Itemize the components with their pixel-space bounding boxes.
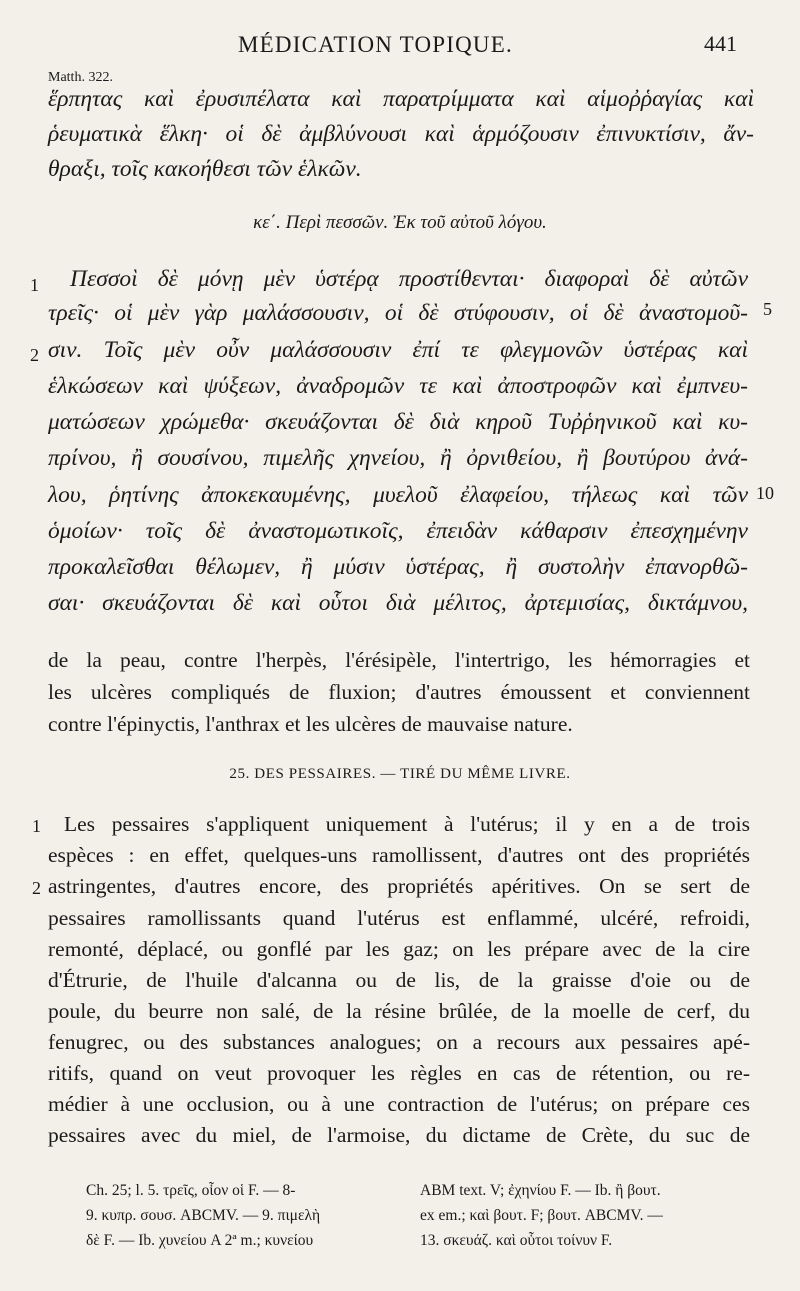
french-line: les ulcères compliqués de fluxion; d'autres émoussent et conviennent bbox=[48, 680, 750, 704]
french-line: médier à une occlusion, ou à une contraction de l'utérus; on prépare ces bbox=[48, 1092, 750, 1116]
greek-line: ὁμοίων· τοῖς δὲ ἀναστομωτικοῖς, ἐπειδὰν κάθαρσιν ἐπεσχημένην bbox=[48, 518, 748, 544]
running-head bbox=[0, 30, 800, 64]
apparatus-line: 13. σκευάζ. καὶ οὗτοι τοίνυν F. bbox=[420, 1232, 613, 1249]
greek-line: πρίνου, ἢ σουσίνου, πιμελῆς χηνείου, ἢ ὀρνιθείου, ἢ βουτύρου ἀνά- bbox=[48, 445, 748, 471]
apparatus-line: δὲ F. — Ib. χυνείου A 2ª m.; κυνείου bbox=[86, 1232, 314, 1249]
french-line: pessaires avec du miel, de l'armoise, du dictame de Crète, du suc de bbox=[48, 1123, 750, 1147]
greek-line: σιν. Τοῖς μὲν οὖν μαλάσσουσιν ἐπί τε φλεγμονῶν ὑστέρας καὶ bbox=[48, 337, 748, 363]
line-number: 5 bbox=[763, 299, 772, 319]
greek-line: θραξι, τοῖς κακοήθεσι τῶν ἑλκῶν. bbox=[48, 156, 362, 182]
page-number: 441 bbox=[704, 31, 737, 56]
french-line: de la peau, contre l'herpès, l'érésipèle, l'intertrigo, les hémorragies et bbox=[48, 648, 750, 672]
greek-line: Πεσσοὶ δὲ μόνῃ μὲν ὑστέρᾳ προστίθενται· διαφοραὶ δὲ αὐτῶν bbox=[70, 266, 748, 292]
french-line: fenugrec, ou des substances analogues; on a recours aux pessaires apé- bbox=[48, 1030, 750, 1054]
french-line: pessaires ramollissants quand l'utérus est enflammé, ulcéré, refroidi, bbox=[48, 906, 750, 930]
french-section-heading: 25. DES PESSAIRES. — TIRÉ DU MÊME LIVRE. bbox=[229, 766, 571, 782]
apparatus-line: Ch. 25; l. 5. τρεῖς, οἷον οἱ F. — 8- bbox=[86, 1182, 296, 1199]
paragraph-number: 2 bbox=[32, 878, 41, 898]
greek-line: ἕρπητας καὶ ἐρυσιπέλατα καὶ παρατρίμματα καὶ αἱμοῤῥαγίας καὶ bbox=[48, 86, 754, 112]
paragraph-number: 1 bbox=[32, 816, 41, 836]
line-number: 10 bbox=[756, 483, 774, 503]
running-title: MÉDICATION TOPIQUE. bbox=[238, 32, 513, 57]
paragraph-number: 2 bbox=[30, 345, 39, 365]
french-line: poule, du beurre non salé, de la résine brûlée, de la moelle de cerf, du bbox=[48, 999, 750, 1023]
french-line: Les pessaires s'appliquent uniquement à l'utérus; il y en a de trois bbox=[64, 812, 750, 836]
apparatus-line: ABM text. V; ἐχηνίου F. — Ib. ἢ βουτ. bbox=[420, 1182, 661, 1199]
matthaei-reference: Matth. 322. bbox=[48, 70, 113, 85]
apparatus-column-right bbox=[420, 1178, 663, 1253]
french-line: espèces : en effet, quelques-uns ramollissent, d'autres ont des propriétés bbox=[48, 843, 750, 867]
greek-line: προκαλεῖσθαι θέλωμεν, ἢ μύσιν ὑστέρας, ἢ συστολὴν ἐπανορθῶ- bbox=[48, 554, 748, 580]
greek-line: σαι· σκευάζονται δὲ καὶ οὗτοι διὰ μέλιτος, ἀρτεμισίας, δικτάμνου, bbox=[48, 590, 748, 616]
greek-section-heading: κε΄. Περὶ πεσσῶν. Ἐκ τοῦ αὐτοῦ λόγου. bbox=[253, 212, 547, 233]
apparatus-line: ex em.; καὶ βουτ. F; βουτ. ABCMV. — bbox=[420, 1207, 663, 1224]
greek-line: ἑλκώσεων καὶ ψύξεων, ἀναδρομῶν τε καὶ ἀποστροφῶν καὶ ἐμπνευ- bbox=[48, 373, 748, 399]
french-line: d'Étrurie, de l'huile d'alcanna ou de lis, de la graisse d'oie ou de bbox=[48, 968, 750, 992]
paragraph-number: 1 bbox=[30, 275, 39, 295]
greek-line: ματώσεων χρώμεθα· σκευάζονται δὲ διὰ κηροῦ Τυῤῥηνικοῦ καὶ κυ- bbox=[48, 409, 748, 435]
apparatus-line: 9. κυπρ. σουσ. ABCMV. — 9. πιμελὴ bbox=[86, 1207, 321, 1224]
french-line: astringentes, d'autres encore, des propriétés apéritives. On se sert de bbox=[48, 874, 750, 898]
french-line: ritifs, quand on veut provoquer les règles en cas de rétention, ou re- bbox=[48, 1061, 750, 1085]
french-line: remonté, déplacé, ou gonflé par les gaz; on les prépare avec de la cire bbox=[48, 937, 750, 961]
apparatus-column-left bbox=[86, 1178, 320, 1253]
french-line: contre l'épinyctis, l'anthrax et les ulcères de mauvaise nature. bbox=[48, 712, 573, 736]
greek-line: λου, ῥητίνης ἀποκεκαυμένης, μυελοῦ ἐλαφείου, τήλεως καὶ τῶν bbox=[48, 482, 748, 508]
greek-line: τρεῖς· οἱ μὲν γὰρ μαλάσσουσιν, οἱ δὲ στύφουσιν, οἱ δὲ ἀναστομοῦ- bbox=[48, 300, 748, 326]
greek-line: ῥευματικὰ ἕλκη· οἱ δὲ ἀμβλύνουσι καὶ ἁρμόζουσιν ἐπινυκτίσιν, ἄν- bbox=[48, 121, 754, 147]
